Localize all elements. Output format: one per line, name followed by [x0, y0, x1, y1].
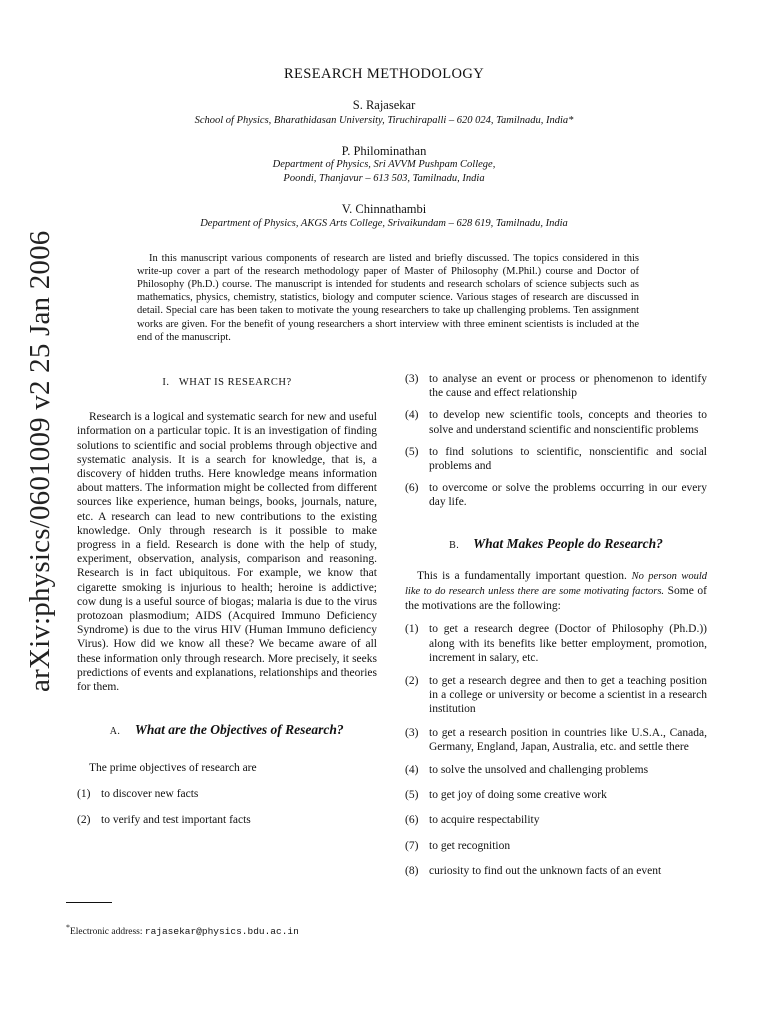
author-name: S. Rajasekar: [352, 98, 416, 112]
subsection-title: What are the Objectives of Research?: [134, 722, 344, 738]
intro-tail: Some of the motivations are the following:: [405, 585, 707, 613]
subsection-heading: [77, 722, 377, 739]
list-item-number: (4): [405, 764, 419, 777]
subsection-heading: [405, 536, 707, 553]
intro-italic: No person would like to do research unless there are some motivating factors.: [405, 570, 708, 598]
footnote: [66, 923, 299, 937]
list-item-number: (8): [405, 864, 419, 877]
list-item-number: (5): [405, 445, 419, 458]
list-item: [77, 787, 377, 801]
subsection-title: What Makes People do Research?: [473, 535, 663, 551]
list-item-text: to analyse an event or process or phenomenon to identify the cause and effect relationship: [429, 373, 707, 400]
list-item-text: to acquire respectability: [429, 814, 540, 827]
list-item-number: (4): [405, 409, 419, 422]
list-item-number: (6): [405, 482, 419, 495]
author-affiliation: Department of Physics, AKGS Arts College, Srivaikundam – 628 619, Tamilnadu, India: [200, 218, 568, 229]
list-item-text: to get a research degree (Doctor of Philosophy (Ph.D.)) along with its benefits like better employment, promotion, increment in salary, etc.: [429, 623, 707, 664]
list-item: [405, 763, 707, 777]
arxiv-side-stamp: arXiv:physics/0601009 v2 25 Jan 2006: [24, 230, 56, 692]
list-item: [77, 813, 377, 827]
list-item-number: (1): [405, 623, 419, 636]
author-affiliation: Department of Physics, Sri AVVM Pushpam College,: [272, 159, 496, 170]
list-item: [405, 481, 707, 509]
paper-title: RESEARCH METHODOLOGY: [283, 66, 485, 82]
list-item-number: (2): [405, 675, 419, 688]
list-item: [405, 864, 707, 878]
list-item-text: to solve the unsolved and challenging problems: [429, 764, 649, 777]
list-item: [405, 674, 707, 717]
list-item-text: to develop new scientific tools, concepts and theories to solve and understand scientific and nonscientific problems: [429, 409, 707, 436]
list-item-text: to get a research position in countries like U.S.A., Canada, Germany, England, Japan, Australia, etc. and settle there: [429, 726, 707, 753]
list-item-text: to find solutions to scientific, nonscientific and social problems and: [429, 445, 707, 473]
section-title: WHAT IS RESEARCH?: [178, 377, 292, 388]
list-item: [405, 839, 707, 853]
list-item-number: (3): [405, 373, 419, 385]
section-number: I.: [162, 377, 170, 388]
motivations-intro: [405, 569, 707, 614]
list-item: [405, 813, 707, 827]
list-item-text: to get joy of doing some creative work: [429, 789, 607, 802]
list-item: [405, 408, 707, 436]
right-column: [405, 372, 707, 878]
list-item-text: to get a research degree and then to get a teaching position in a college or university or become a scientist in a research institution: [429, 675, 707, 716]
list-item-number: (5): [405, 789, 419, 802]
list-item: [405, 445, 707, 473]
list-item: [405, 726, 707, 754]
list-item-text: curiosity to find out the unknown facts of an event: [429, 864, 662, 877]
left-column: [77, 372, 377, 827]
list-item-number: (2): [77, 813, 91, 826]
objectives-intro: The prime objectives of research are: [89, 762, 257, 775]
list-item-number: (3): [405, 726, 419, 739]
author-name: V. Chinnathambi: [341, 202, 427, 216]
list-item: [405, 788, 707, 802]
list-item: [405, 372, 707, 400]
footnote-marker: *: [66, 923, 70, 932]
subsection-letter: B.: [449, 539, 460, 551]
section-heading: [77, 376, 377, 390]
author-affiliation: Poondi, Thanjavur – 613 503, Tamilnadu, India: [283, 173, 485, 184]
list-item-text: to discover new facts: [101, 787, 199, 800]
list-item-text: to get recognition: [429, 839, 511, 852]
abstract: In this manuscript various components of research are listed and briefly discussed. The topics considered in this write-up cover a part of the research methodology paper of Master of Philosophy (M.Phil.) course and Doctor of Philosophy (Ph.D.) course. The manuscript is intended for students and research scholars of science subjects such as mathematics, physics, chemistry, statistics, biology and computer science. Various stages of research are discussed in detail. Special care has been taken to motivate the young researchers to take up challenging problems. Ten assignment works are given. For the benefit of young researchers a short interview with three eminent scientists is included at the end of the manuscript.: [137, 252, 639, 343]
list-item-text: to overcome or solve the problems occurring in our every day life.: [429, 482, 707, 509]
list-item-number: (1): [77, 787, 91, 800]
intro-plain: This is a fundamentally important question.: [417, 569, 627, 582]
list-item-number: (7): [405, 839, 419, 852]
footnote-email[interactable]: rajasekar@physics.bdu.ac.in: [144, 926, 299, 938]
section-paragraph: Research is a logical and systematic search for new and useful information on a particular topic. It is an investigation of finding solutions to scientific and social problems through objective and systematic analysis. It is a search for knowledge, that is, a discovery of hidden truths. Here knowledge means information about matters. The information might be collected from different sources like experience, human beings, books, journals, nature, etc. A research can lead to new contributions to the existing knowledge. Only through research is it possible to make progress in a field. Research is done with the help of study, experiment, observation, analysis, comparison and reasoning. Research is in fact ubiquitous. For example, we know that cigarette smoking is injurious to health; heroine is addictive; cow dung is a useful source of biogas; malaria is due to the virus protozoan plasmodium; AIDS (Acquired Immuno Deficiency Syndrome) is due to the virus HIV (Human Immuno deficiency Virus). How did we know all these? We became aware of all these information only through research. More precisely, it seeks predictions of events and explanations, relationships and theories for them.: [77, 411, 377, 694]
author-affiliation: School of Physics, Bharathidasan University, Tiruchirapalli – 620 024, Tamilnadu, India*: [194, 115, 574, 126]
list-item: [405, 622, 707, 665]
footnote-label: Electronic address:: [69, 927, 143, 938]
subsection-letter: A.: [109, 726, 121, 738]
footnote-rule: [66, 902, 112, 903]
list-item-number: (6): [405, 814, 419, 827]
author-name: P. Philominathan: [341, 144, 427, 158]
list-item-text: to verify and test important facts: [101, 813, 251, 826]
